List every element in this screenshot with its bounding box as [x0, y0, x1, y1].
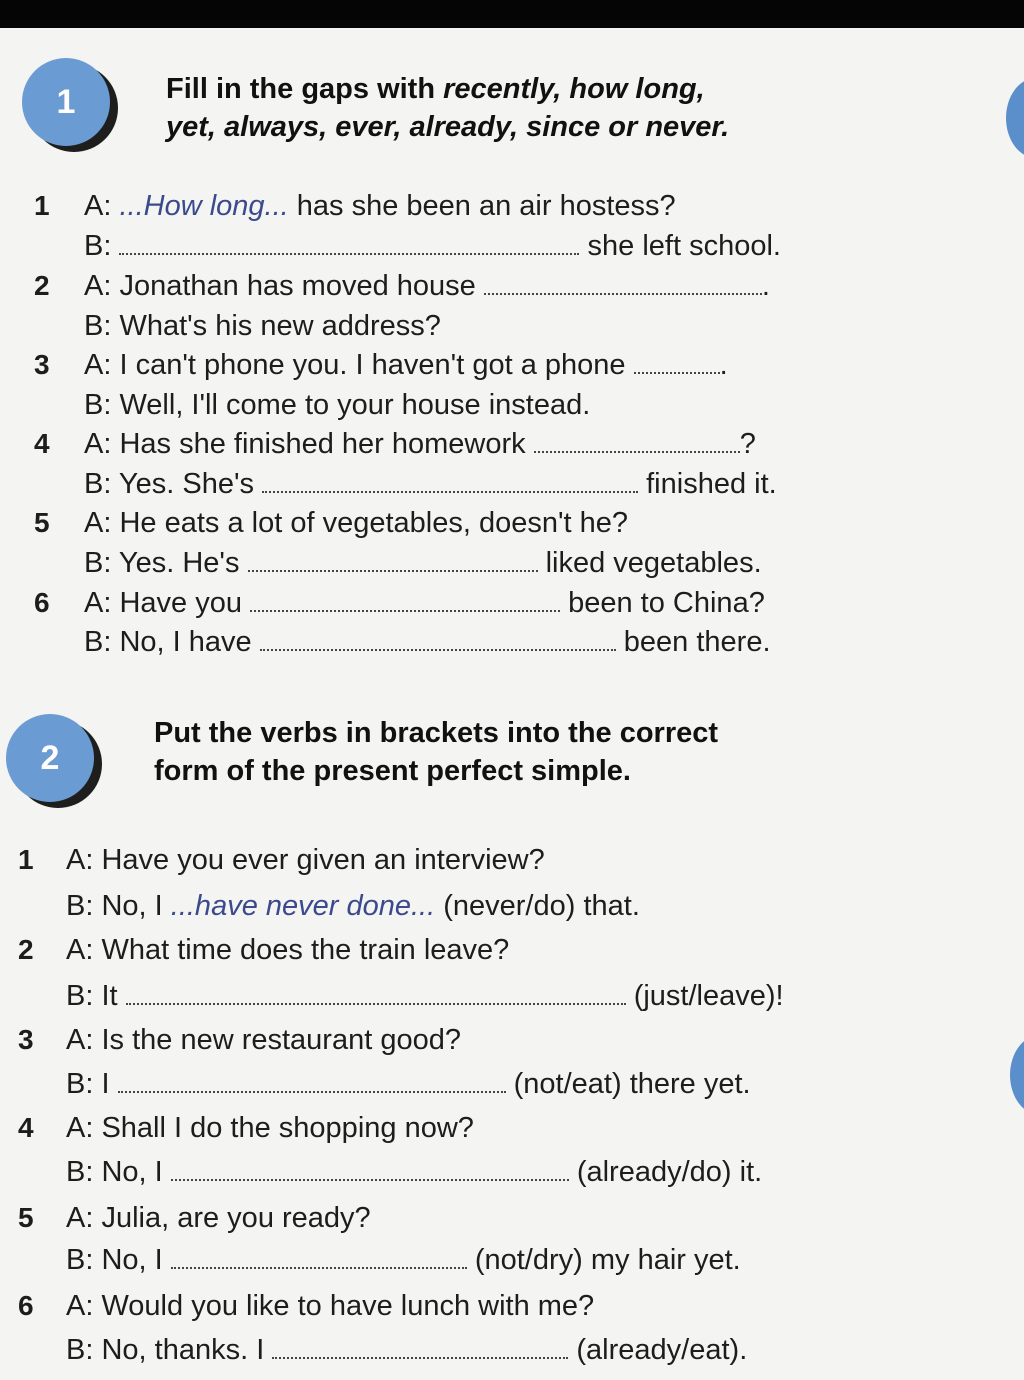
- dialogue-line-b: B: Yes. He's liked vegetables.: [84, 547, 762, 579]
- answer-blank[interactable]: [534, 429, 740, 453]
- item-number: 4: [18, 1112, 34, 1143]
- answer-blank[interactable]: [260, 627, 616, 651]
- answer-blank[interactable]: [484, 271, 762, 295]
- handwritten-answer: ...have never done...: [170, 890, 436, 922]
- answer-blank[interactable]: [248, 548, 538, 572]
- dialogue-line-b: B: No, I have been there.: [84, 626, 771, 658]
- answer-blank[interactable]: [171, 1157, 569, 1181]
- answer-blank[interactable]: [118, 1069, 506, 1093]
- dialogue-line-b: B: No, I (already/do) it.: [66, 1156, 763, 1188]
- exercise-instruction: Fill in the gaps with recently, how long, yet, always, ever, already, since or never.: [166, 73, 730, 143]
- answer-blank[interactable]: [119, 231, 579, 255]
- dialogue-line-a: A: Shall I do the shopping now?: [66, 1112, 474, 1144]
- item-number: 2: [34, 270, 50, 301]
- exercise-number-badge: 1: [22, 58, 110, 146]
- dialogue-line-a: A: Has she finished her homework ?: [84, 428, 756, 460]
- dialogue-line-b: B: I (not/eat) there yet.: [66, 1068, 751, 1100]
- dialogue-line-a: A: Is the new restaurant good?: [66, 1024, 461, 1056]
- answer-blank[interactable]: [126, 981, 626, 1005]
- item-number: 5: [34, 507, 50, 538]
- dialogue-line-b: B: Yes. She's finished it.: [84, 468, 777, 500]
- item-number: 1: [34, 190, 50, 221]
- item-number: 1: [18, 844, 34, 875]
- answer-blank[interactable]: [171, 1245, 467, 1269]
- dialogue-line-a: A: Have you been to China?: [84, 587, 765, 619]
- item-number: 3: [18, 1024, 34, 1055]
- dialogue-line-a: A: He eats a lot of vegetables, doesn't he?: [84, 507, 629, 539]
- dialogue-line-a: A: ...How long... has she been an air hostess?: [84, 190, 676, 222]
- dialogue-line-b: B: What's his new address?: [84, 310, 441, 342]
- answer-blank[interactable]: [272, 1335, 568, 1359]
- dialogue-line-a: A: Julia, are you ready?: [66, 1202, 371, 1234]
- item-number: 6: [34, 587, 50, 618]
- dialogue-line-b: B: No, I ...have never done... (never/do) that.: [66, 890, 640, 922]
- edge-circle-decoration: [1010, 1035, 1024, 1115]
- handwritten-answer: ...How long...: [119, 190, 289, 222]
- answer-blank[interactable]: [262, 469, 638, 493]
- dialogue-line-a: A: I can't phone you. I haven't got a phone .: [84, 349, 728, 381]
- dialogue-line-b: B: No, I (not/dry) my hair yet.: [66, 1244, 741, 1276]
- dialogue-line-b: B: she left school.: [84, 230, 781, 262]
- top-black-bar: [0, 0, 1024, 28]
- dialogue-line-a: A: Would you like to have lunch with me?: [66, 1290, 595, 1322]
- dialogue-line-a: A: Have you ever given an interview?: [66, 844, 545, 876]
- dialogue-line-b: B: No, thanks. I (already/eat).: [66, 1334, 748, 1366]
- edge-circle-decoration: [1006, 78, 1024, 158]
- exercise-number-badge: 2: [6, 714, 94, 802]
- dialogue-line-a: A: Jonathan has moved house .: [84, 270, 770, 302]
- item-number: 4: [34, 428, 50, 459]
- answer-blank[interactable]: [250, 588, 560, 612]
- dialogue-line-b: B: Well, I'll come to your house instead.: [84, 389, 591, 421]
- dialogue-line-a: A: What time does the train leave?: [66, 934, 510, 966]
- answer-blank[interactable]: [634, 350, 720, 374]
- item-number: 3: [34, 349, 50, 380]
- item-number: 2: [18, 934, 34, 965]
- item-number: 6: [18, 1290, 34, 1321]
- item-number: 5: [18, 1202, 34, 1233]
- dialogue-line-b: B: It (just/leave)!: [66, 980, 784, 1012]
- exercise-instruction: Put the verbs in brackets into the correct form of the present perfect simple.: [154, 717, 719, 787]
